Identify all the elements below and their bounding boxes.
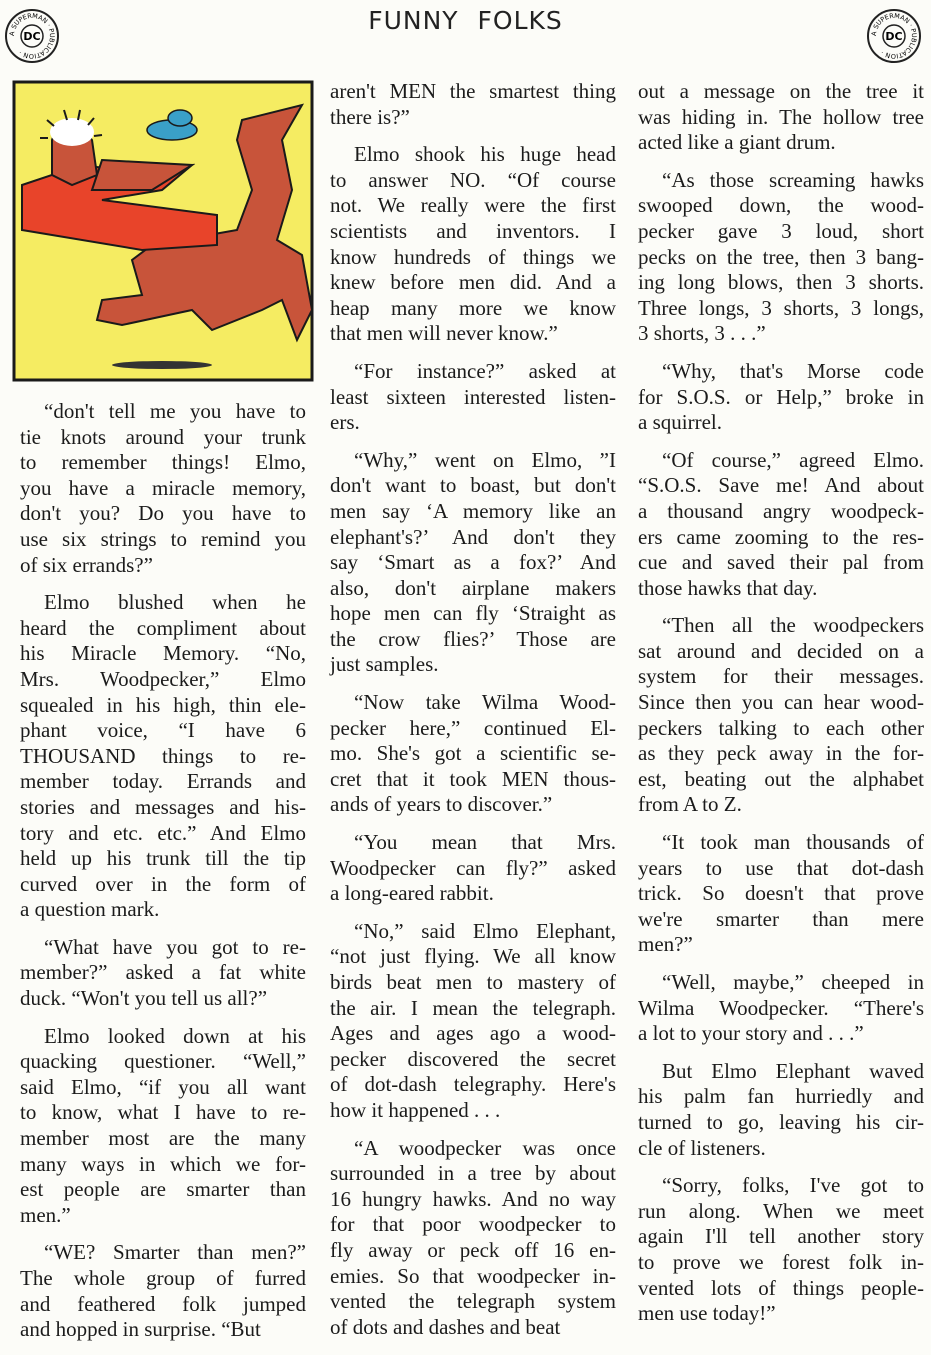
paragraph (330, 919, 616, 1124)
text-column-3 (638, 79, 924, 1339)
text-line: member most are the many (20, 1126, 306, 1151)
paragraph (330, 830, 616, 907)
text-line: cle of listeners. (638, 1135, 766, 1160)
text-line: pecker discovered the secret (330, 1046, 616, 1071)
text-line: vented the telegraph system (330, 1289, 616, 1314)
paragraph (20, 935, 306, 1012)
svg-text:DC: DC (885, 30, 903, 43)
text-line: “Now take Wilma Wood- (354, 690, 616, 715)
text-line: The whole group of furred (20, 1266, 306, 1290)
svg-text:A SUPERMAN · PUBLICATION ·: A SUPERMAN · PUBLICATION · (869, 11, 919, 61)
text-line: “Sorry, folks, I've got to (662, 1173, 924, 1198)
text-line: those hawks that day. (638, 575, 818, 600)
text-line: “It took man thousands of (662, 830, 924, 855)
text-line: phant voice, “I have 6 (20, 718, 306, 743)
text-line: peckers talking to each other (638, 715, 924, 740)
text-line: emies. So that woodpecker in- (330, 1263, 616, 1288)
text-line: “Well, maybe,” cheeped in (662, 970, 924, 994)
text-line: surrounded in a tree by about (330, 1161, 616, 1186)
paragraph (638, 970, 924, 1047)
text-line: curved over in the form of (20, 871, 306, 896)
text-line: THOUSAND things to re- (20, 743, 306, 768)
paragraph (330, 1136, 616, 1341)
text-line: sat around and decided on a (638, 638, 924, 663)
text-line: fly away or peck off 16 en- (330, 1237, 616, 1262)
text-line: held up his trunk till the tip (20, 846, 306, 871)
paragraph (638, 1173, 924, 1327)
text-line: of dots and dashes and beat (330, 1314, 561, 1339)
text-line: “A woodpecker was once (354, 1135, 616, 1160)
text-line: turned to go, leaving his cir- (638, 1109, 924, 1134)
text-line: men say ‘A memory like an (330, 498, 616, 523)
text-line: to answer NO. “Of course (330, 167, 616, 192)
text-line: a squirrel. (638, 410, 722, 435)
text-line: for S.O.S. or Help,” broke in (638, 384, 924, 409)
text-column-2 (330, 79, 616, 1352)
text-line: said Elmo, “if you all want (20, 1074, 306, 1099)
text-line: many ways in which we for- (20, 1151, 306, 1176)
text-line: the crow flies?’ Those are (330, 626, 616, 651)
text-line: say ‘Smart as a fox?’ And (330, 550, 616, 575)
text-line: swooped down, the wood- (638, 193, 924, 218)
text-line: for that poor woodpecker to (330, 1212, 616, 1237)
text-line: 3 shorts, 3 . . .” (638, 321, 766, 346)
text-line: “Why,” went on Elmo, ”I (354, 447, 616, 472)
text-line: acted like a giant drum. (638, 130, 836, 155)
paragraph (638, 79, 924, 156)
text-line: mo. She's got a scientific se- (330, 741, 616, 766)
text-line: just samples. (330, 652, 439, 677)
text-line: and hopped in surprise. “But (20, 1317, 261, 1342)
text-line: cue and saved their pal from (638, 550, 924, 575)
text-line: his Miracle Memory. “No, (20, 641, 306, 666)
text-line: “What have you got to re- (44, 934, 306, 959)
text-line: knew before men did. And a (330, 270, 616, 295)
text-line: “No,” said Elmo Elephant, (354, 918, 616, 943)
text-line: a thousand angry woodpeck- (638, 498, 924, 523)
paragraph (20, 399, 306, 578)
text-line: not. We really were the first (330, 193, 616, 218)
paragraph (330, 690, 616, 818)
comic-panel-fox-illustration (12, 80, 314, 382)
dc-seal-logo-left (4, 8, 60, 64)
text-line: “WE? Smarter than men?” (44, 1240, 306, 1265)
paragraph (638, 830, 924, 958)
text-line: to remember things! Elmo, (20, 450, 306, 475)
text-line: hope men can fly ‘Straight as (330, 601, 616, 626)
text-line: 16 hungry hawks. And no way (330, 1186, 616, 1211)
text-line: stories and messages and his- (20, 794, 306, 819)
text-line: the air. I mean the telegraph. (330, 995, 616, 1020)
text-line: of six errands?” (20, 552, 153, 577)
text-line: est people are smarter than (20, 1177, 306, 1202)
paragraph (638, 448, 924, 602)
text-line: and feathered folk jumped (20, 1291, 306, 1316)
text-line: “You mean that Mrs. (354, 830, 616, 855)
paragraph (330, 359, 616, 436)
text-line: years to use that dot-dash (638, 855, 924, 880)
text-line: Since then you can hear wood- (638, 690, 924, 715)
paragraph (20, 1024, 306, 1229)
text-line: his palm fan hurriedly and (638, 1084, 924, 1109)
paragraph (638, 168, 924, 347)
text-line: “Then all the woodpeckers (662, 613, 924, 638)
text-line: pecker gave 3 loud, short (638, 218, 924, 243)
text-line: But Elmo Elephant waved (662, 1058, 924, 1083)
svg-text:A SUPERMAN · PUBLICATION ·: A SUPERMAN · PUBLICATION · (7, 11, 57, 61)
text-line: “don't tell me you have to (44, 399, 306, 423)
text-line: “not just flying. We all know (330, 944, 616, 969)
paragraph (20, 590, 306, 923)
text-line: ands of years to discover.” (330, 792, 553, 817)
text-line: birds beat men to mastery of (330, 970, 616, 994)
text-line: to know, what I have to re- (20, 1100, 306, 1125)
text-line: men.” (20, 1202, 71, 1227)
text-line: squealed in his high, thin ele- (20, 692, 306, 717)
text-line: ers came zooming to the res- (638, 524, 924, 549)
text-line: Elmo looked down at his (44, 1023, 306, 1048)
text-line: elephant's?’ And don't they (330, 524, 616, 549)
text-line: a question mark. (20, 897, 160, 922)
text-line: least sixteen interested listen- (330, 384, 616, 409)
text-line: tory and etc. etc.” And Elmo (20, 820, 306, 845)
text-line: out a message on the tree it (638, 79, 924, 103)
text-line: how it happened . . . (330, 1097, 501, 1122)
text-line: pecks on the tree, then 3 bang- (638, 244, 924, 269)
text-line: run along. When we meet (638, 1198, 924, 1223)
text-line: vented lots of things people- (638, 1275, 924, 1300)
text-line: member today. Errands and (20, 769, 306, 794)
text-line: “For instance?” asked at (354, 358, 616, 383)
text-line: use six strings to remind you (20, 526, 306, 551)
text-line: also, don't airplane makers (330, 575, 616, 600)
text-line: member?” asked a fat white (20, 960, 306, 985)
text-line: to prove we forest folk in- (638, 1249, 924, 1274)
text-line: a long-eared rabbit. (330, 881, 494, 906)
text-line: Elmo shook his huge head (354, 142, 616, 167)
text-line: Elmo blushed when he (44, 590, 306, 615)
text-line: tie knots around your trunk (20, 424, 306, 449)
svg-text:DC: DC (23, 30, 41, 43)
paragraph (638, 1059, 924, 1161)
text-line: pecker here,” continued El- (330, 715, 616, 740)
text-line: again I'll tell another story (638, 1224, 924, 1249)
text-line: Ages and ages ago a wood- (330, 1021, 616, 1046)
text-line: heard the compliment about (20, 615, 306, 640)
dc-seal-logo-right (866, 8, 922, 64)
text-line: Wilma Woodpecker. “There's (638, 995, 924, 1020)
text-line: don't you? Do you have to (20, 501, 306, 526)
paragraph (330, 79, 616, 130)
text-line: trick. So doesn't that prove (638, 881, 924, 906)
text-line: system for their messages. (638, 664, 924, 689)
paragraph (638, 613, 924, 818)
text-line: men?” (638, 932, 693, 957)
text-line: “As those screaming hawks (662, 167, 924, 192)
text-line: men use today!” (638, 1301, 776, 1326)
text-line: of dot-dash telegraphy. Here's (330, 1072, 616, 1097)
page-title: FUNNY FOLKS (368, 6, 563, 35)
paragraph (330, 448, 616, 678)
text-line: a lot to your story and . . .” (638, 1021, 864, 1046)
text-line: Three longs, 3 shorts, 3 longs, (638, 295, 924, 320)
text-line: cret that it took MEN thous- (330, 766, 616, 791)
text-line: was hiding in. The hollow tree (638, 104, 924, 129)
text-line: you have a miracle memory, (20, 475, 306, 500)
text-line: “Why, that's Morse code (662, 358, 924, 383)
text-line: est, beating out the alphabet (638, 766, 924, 791)
text-line: “S.O.S. Save me! And about (638, 473, 924, 498)
text-line: ing long blows, then 3 shorts. (638, 270, 924, 295)
text-line: that men will never know.” (330, 321, 558, 346)
text-line: scientists and inventors. I (330, 218, 616, 243)
paragraph (20, 1240, 306, 1342)
paragraph (330, 142, 616, 347)
text-line: don't want to boast, but don't (330, 473, 616, 498)
text-line: ers. (330, 410, 360, 435)
text-line: quacking questioner. “Well,” (20, 1049, 306, 1074)
text-line: Mrs. Woodpecker,” Elmo (20, 666, 306, 691)
text-line: as they peck away in the for- (638, 741, 924, 766)
text-line: there is?” (330, 104, 410, 129)
text-line: heap many more we know (330, 295, 616, 320)
text-line: know hundreds of things we (330, 244, 616, 269)
text-line: “Of course,” agreed Elmo. (662, 447, 924, 472)
text-column-1 (20, 399, 306, 1355)
text-line: we're smarter than mere (638, 906, 924, 931)
text-line: from A to Z. (638, 792, 742, 817)
paragraph (638, 359, 924, 436)
text-line: duck. “Won't you tell us all?” (20, 986, 268, 1011)
text-line: Woodpecker can fly?” asked (330, 855, 616, 880)
text-line: aren't MEN the smartest thing (330, 79, 616, 103)
